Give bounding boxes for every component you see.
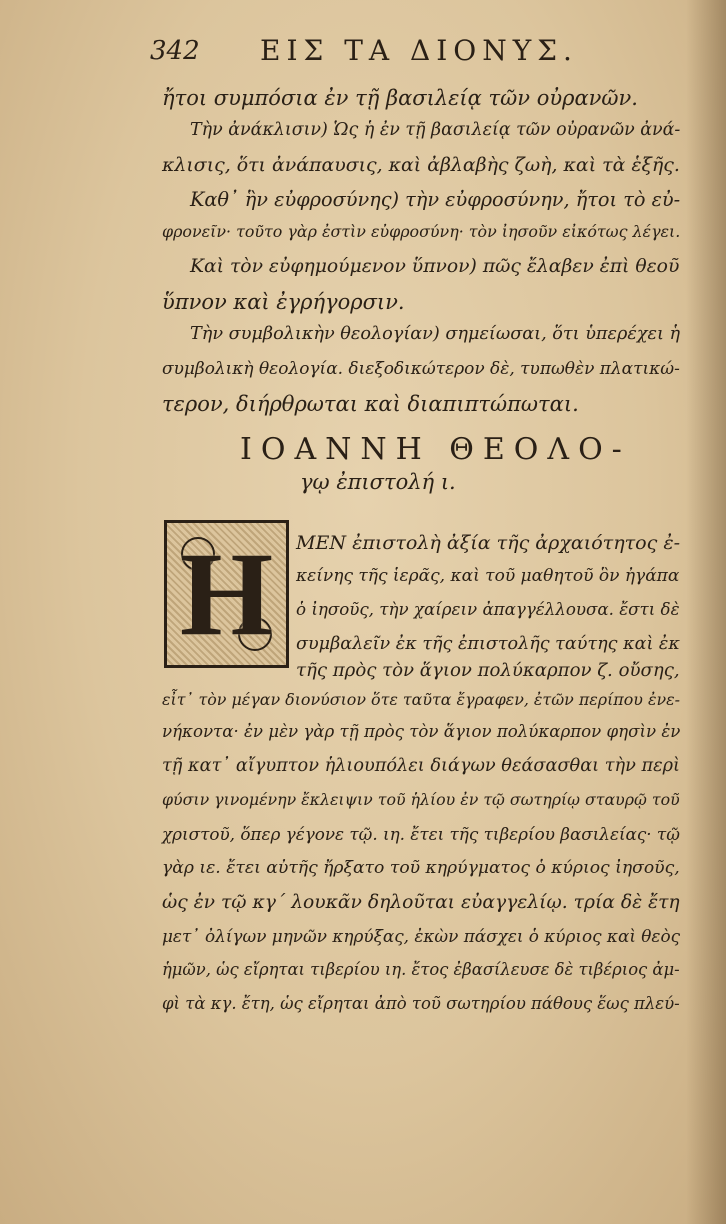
running-title: ΕΙΣ ΤΑ ΔΙΟΝΥΣ. [260, 34, 578, 67]
spine-shadow [686, 0, 726, 1224]
body-line: κείνης τῆς ἱερᾶς, καὶ τοῦ μαθητοῦ ὃν ἠγάπα [296, 566, 680, 586]
body-line: φὶ τὰ κγ. ἔτη, ὡς εἴρηται ἀπὸ τοῦ σωτηρίου πάθους ἕως πλεύ- [162, 994, 680, 1013]
drop-cap-letter: Η [179, 527, 274, 660]
top-line: ὕπνον καὶ ἐγρήγορσιν. [162, 290, 405, 314]
body-line: τῆς πρὸς τὸν ἅγιον πολύκαρπον ζ. οὔσης, [296, 660, 680, 681]
body-line: εἶτ᾽ τὸν μέγαν διονύσιον ὅτε ταῦτα ἔγραφεν, ἐτῶν περίπου ἐνε- [162, 690, 680, 709]
body-line: συμβαλεῖν ἐκ τῆς ἐπιστολῆς ταύτης καὶ ἐκ [296, 634, 680, 654]
page-number: 342 [150, 36, 200, 66]
body-line: μετ᾽ ὀλίγων μηνῶν κηρύξας, ἐκὼν πάσχει ὁ κύριος καὶ θεὸς [162, 926, 680, 946]
body-line: χριστοῦ, ὅπερ γέγονε τῷ. ιη. ἔτει τῆς τιβερίου βασιλείας· τῷ [162, 824, 680, 844]
top-line: τερον, διήρθρωται καὶ διαπιπτώπωται. [162, 392, 579, 416]
top-line: Καθ᾽ ἣν εὐφροσύνης) τὴν εὐφροσύνην, ἤτοι τὸ εὐ- [190, 188, 681, 211]
body-line: ὡς ἐν τῷ κγ΄ λουκᾶν δηλοῦται εὐαγγελίῳ. τρία δὲ ἔτη [162, 892, 680, 913]
top-line: Καὶ τὸν εὐφημούμενον ὕπνον) πῶς ἔλαβεν ἐπὶ θεοῦ [190, 256, 680, 277]
body-line: ὁ ἰησοῦς, τὴν χαίρειν ἀπαγγέλλουσα. ἔστι δὲ [296, 600, 680, 619]
body-line: ἡμῶν, ὡς εἴρηται τιβερίου ιη. ἔτος ἐβασίλευσε δὲ τιβέριος ἀμ- [162, 960, 680, 979]
running-head [150, 30, 670, 70]
decorated-initial [164, 520, 289, 668]
body-line: ΜΕΝ ἐπιστολὴ ἀξία τῆς ἀρχαιότητος ἐ- [296, 532, 681, 554]
section-title: ΙΟΑΝΝΗ ΘΕΟΛΟ- [240, 432, 631, 467]
section-subtitle: γῳ ἐπιστολή ι. [300, 470, 456, 494]
body-line: νήκοντα· ἐν μὲν γὰρ τῇ πρὸς τὸν ἅγιον πολύκαρπον φησὶν ἐν [162, 722, 681, 741]
body-line: φύσιν γινομένην ἔκλειψιν τοῦ ἡλίου ἐν τῷ σωτηρίῳ σταυρῷ τοῦ [162, 790, 680, 809]
top-line: Τὴν συμβολικὴν θεολογίαν) σημείωσαι, ὅτι ὑπερέχει ἡ [190, 324, 681, 344]
body-line: τῇ κατ᾽ αἴγυπτον ἡλιουπόλει διάγων θεάσασθαι τὴν περὶ [162, 756, 680, 776]
top-line: συμβολικὴ θεολογία. διεξοδικώτερον δὲ, τυπωθὲν πλατικώ- [162, 358, 680, 378]
top-line: κλισις, ὅτι ἀνάπαυσις, καὶ ἀβλαβὴς ζωὴ, καὶ τὰ ἑξῆς. [162, 154, 680, 176]
top-line: ἤτοι συμπόσια ἐν τῇ βασιλείᾳ τῶν οὐρανῶν. [162, 86, 638, 110]
body-line: γὰρ ιε. ἔτει αὐτῆς ἤρξατο τοῦ κηρύγματος ὁ κύριος ἰησοῦς, [162, 858, 680, 878]
top-line: φρονεῖν· τοῦτο γὰρ ἐστὶν εὐφροσύνη· τὸν ἰησοῦν εἰκότως λέγει. [162, 222, 681, 241]
top-line: Τὴν ἀνάκλισιν) Ὡς ἡ ἐν τῇ βασιλείᾳ τῶν οὐρανῶν ἀνά- [190, 120, 681, 140]
